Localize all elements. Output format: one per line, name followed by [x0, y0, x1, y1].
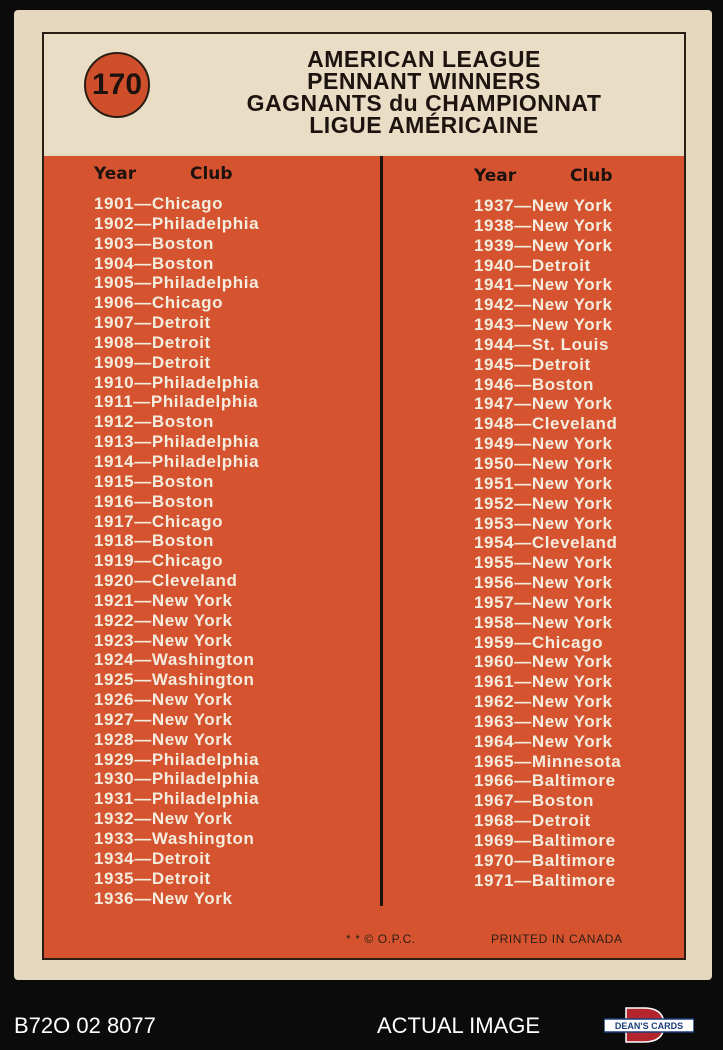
year-header: Year	[94, 164, 137, 184]
pennant-row: 1931—Philadelphia	[94, 789, 260, 809]
pennant-row: 1925—Washington	[94, 670, 255, 690]
card-header	[44, 34, 684, 154]
pennant-row: 1928—New York	[94, 729, 233, 749]
club-header: Club	[570, 166, 613, 186]
pennant-row: 1953—New York	[474, 513, 613, 533]
card-number-badge: 170	[84, 52, 150, 118]
left-column	[94, 164, 259, 908]
pennant-row: 1942—New York	[474, 295, 613, 315]
pennant-row: 1945—Detroit	[474, 354, 591, 374]
pennant-row: 1917—Chicago	[94, 511, 224, 531]
pennant-row: 1969—Baltimore	[474, 831, 616, 850]
pennant-row: 1947—New York	[474, 394, 613, 414]
baseball-card	[14, 10, 712, 980]
pennant-row: 1937—New York	[474, 196, 613, 215]
pennant-row: 1904—Boston	[94, 253, 214, 273]
pennant-row: 1952—New York	[474, 493, 613, 513]
pennant-row: 1907—Detroit	[94, 313, 211, 333]
pennant-row: 1929—Philadelphia	[94, 749, 260, 769]
printed-in-canada: PRINTED IN CANADA	[491, 932, 623, 946]
pennant-row: 1966—Baltimore	[474, 771, 616, 791]
pennant-row: 1939—New York	[474, 235, 613, 255]
pennant-row: 1914—Philadelphia	[94, 451, 260, 471]
pennant-row: 1932—New York	[94, 809, 233, 829]
pennant-row: 1920—Cleveland	[94, 571, 238, 591]
pennant-row: 1906—Chicago	[94, 293, 224, 313]
pennant-row: 1919—Chicago	[94, 551, 224, 571]
pennant-row: 1923—New York	[94, 630, 233, 650]
pennant-row: 1909—Detroit	[94, 352, 211, 372]
card-id-code: B72O 02 8077	[14, 1013, 156, 1038]
pennant-row: 1968—Detroit	[474, 811, 591, 831]
pennant-row: 1958—New York	[474, 612, 613, 632]
club-header: Club	[190, 164, 233, 184]
pennant-row: 1921—New York	[94, 590, 233, 610]
pennant-row: 1908—Detroit	[94, 332, 211, 352]
pennant-row: 1902—Philadelphia	[94, 213, 260, 233]
right-column	[474, 166, 621, 891]
title-line-2: PENNANT WINNERS	[307, 68, 541, 94]
column-divider	[380, 156, 383, 906]
pennant-row: 1933—Washington	[94, 829, 255, 848]
pennant-row: 1915—Boston	[94, 471, 214, 491]
pennant-row: 1962—New York	[474, 692, 613, 712]
pennant-row: 1913—Philadelphia	[94, 432, 260, 452]
pennant-row: 1930—Philadelphia	[94, 769, 260, 789]
pennant-row: 1963—New York	[474, 711, 613, 731]
pennant-row: 1927—New York	[94, 709, 233, 729]
pennant-row: 1901—Chicago	[94, 194, 224, 213]
pennant-row: 1941—New York	[474, 275, 613, 295]
pennant-row: 1916—Boston	[94, 491, 214, 511]
right-column-header	[474, 166, 621, 196]
pennant-row: 1918—Boston	[94, 531, 214, 551]
pennant-row: 1934—Detroit	[94, 848, 211, 868]
year-header: Year	[474, 166, 517, 186]
pennant-row: 1951—New York	[474, 473, 613, 493]
pennant-row: 1946—Boston	[474, 374, 594, 394]
pennant-row: 1955—New York	[474, 553, 613, 573]
pennant-row: 1924—Washington	[94, 650, 255, 670]
pennant-row: 1944—St. Louis	[474, 334, 609, 354]
actual-image-label: ACTUAL IMAGE	[377, 1013, 540, 1038]
pennant-list	[44, 156, 684, 958]
pennant-row: 1938—New York	[474, 215, 613, 235]
logo-text: DEAN'S CARDS	[614, 1021, 684, 1031]
pennant-row: 1970—Baltimore	[474, 850, 616, 870]
pennant-row: 1950—New York	[474, 453, 613, 473]
pennant-row: 1922—New York	[94, 610, 233, 630]
card-title	[214, 48, 634, 136]
pennant-row: 1910—Philadelphia	[94, 372, 260, 392]
pennant-row: 1911—Philadelphia	[94, 392, 259, 412]
pennant-row: 1926—New York	[94, 690, 233, 710]
pennant-row: 1959—Chicago	[474, 632, 604, 652]
pennant-row: 1903—Boston	[94, 233, 214, 253]
pennant-row: 1956—New York	[474, 573, 613, 593]
deans-cards-logo-icon	[604, 1006, 694, 1044]
pennant-row: 1954—Cleveland	[474, 533, 618, 553]
copyright-opc: * * © O.P.C.	[346, 932, 416, 946]
title-line-3: GAGNANTS du CHAMPIONNAT	[246, 90, 602, 116]
pennant-row: 1935—Detroit	[94, 868, 211, 888]
pennant-row: 1957—New York	[474, 592, 613, 612]
pennant-row: 1948—Cleveland	[474, 414, 618, 434]
left-column-header	[94, 164, 259, 194]
pennant-row: 1905—Philadelphia	[94, 273, 260, 293]
title-line-1: AMERICAN LEAGUE	[307, 46, 541, 72]
pennant-row: 1967—Boston	[474, 791, 594, 811]
pennant-row: 1964—New York	[474, 731, 613, 751]
pennant-row: 1960—New York	[474, 652, 613, 672]
pennant-row: 1912—Boston	[94, 412, 214, 432]
pennant-row: 1971—Baltimore	[474, 870, 616, 890]
pennant-row: 1961—New York	[474, 672, 613, 692]
card-frame	[42, 32, 686, 960]
pennant-row: 1943—New York	[474, 315, 613, 335]
pennant-row: 1940—Detroit	[474, 255, 591, 275]
title-line-4: LIGUE AMÉRICAINE	[309, 112, 539, 138]
pennant-row: 1965—Minnesota	[474, 751, 622, 771]
pennant-row: 1949—New York	[474, 434, 613, 454]
pennant-row: 1936—New York	[94, 888, 233, 908]
